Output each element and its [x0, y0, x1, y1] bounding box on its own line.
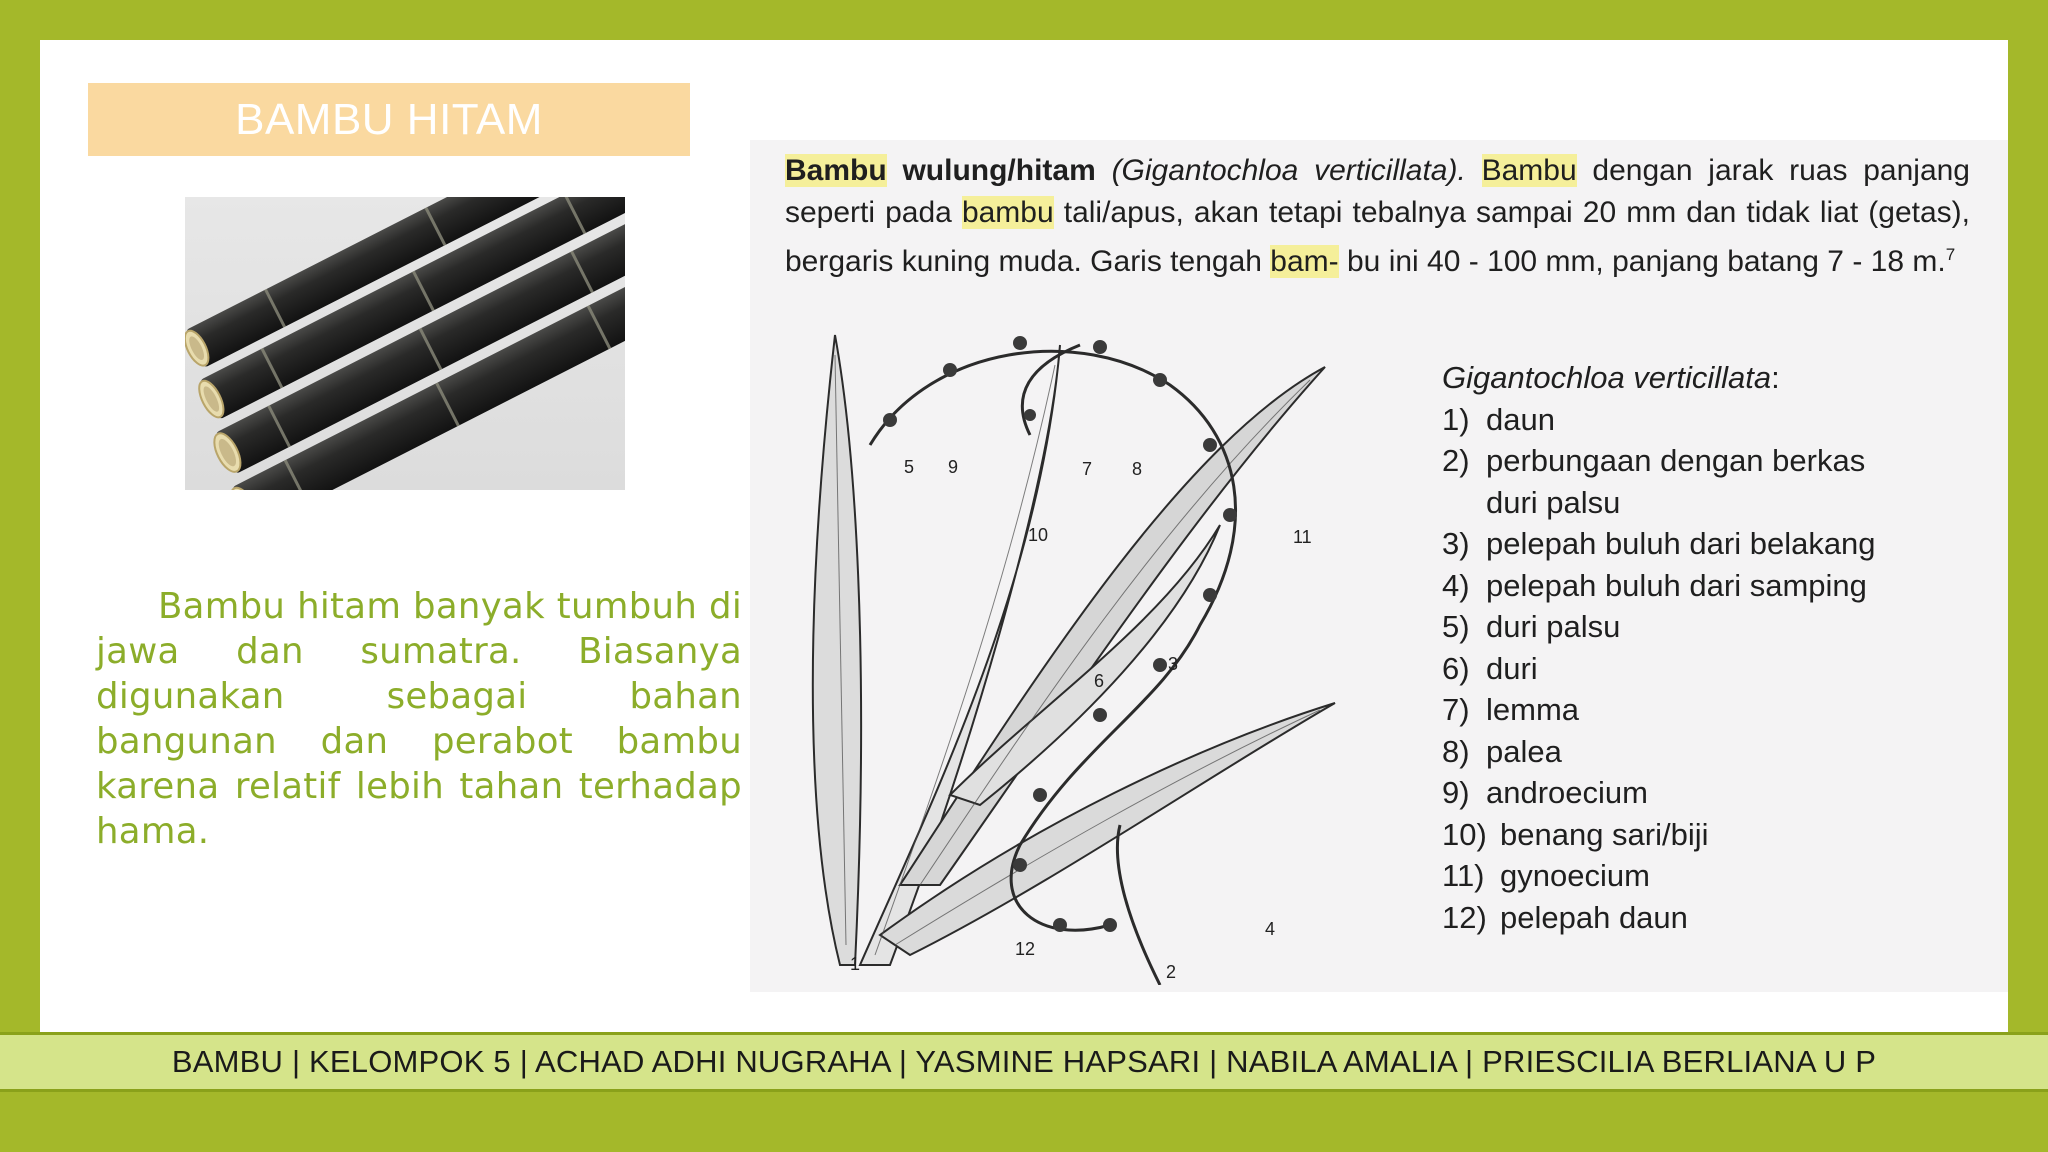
legend-num: 7): [1442, 692, 1470, 727]
illus-label: 12: [1015, 939, 1036, 959]
doc-text: tali/apus, akan tetapi tebalnya sampai 20 mm dan tidak liat (getas), bergaris kuning muda. Garis tengah: [785, 196, 1970, 278]
illus-label: 8: [1132, 459, 1143, 479]
illus-label: 10: [1028, 525, 1049, 545]
legend-text: gynoecium: [1500, 858, 1650, 893]
legend-text: androecium: [1486, 775, 1648, 810]
bamboo-description: Bambu hitam banyak tumbuh di jawa dan sumatra. Biasanya digunakan sebagai bahan bangunan dan perabot bambu karena relatif lebih tahan terhadap hama.: [96, 586, 742, 852]
legend-num: 1): [1442, 401, 1470, 437]
footer-text: BAMBU | KELOMPOK 5 | ACHAD ADHI NUGRAHA | YASMINE HAPSARI | NABILA AMALIA | PRIESCILIA BERLIANA U P: [171, 1044, 1877, 1079]
footer-band: [0, 1032, 2048, 1092]
legend-text: daun: [1486, 401, 1555, 437]
legend-num: 12): [1442, 899, 1487, 935]
highlight-term: bam-: [1270, 245, 1339, 278]
highlight-term: Bambu: [785, 154, 887, 187]
legend-text: duri: [1486, 650, 1538, 686]
slide-title: BAMBU HITAM: [235, 94, 543, 144]
illus-label: 6: [1094, 671, 1105, 691]
illus-label: 4: [1265, 919, 1276, 939]
illus-label: 2: [1166, 962, 1177, 982]
bamboo-stalks-image: [185, 197, 625, 490]
legend-item: [1442, 565, 1962, 607]
legend-item: [1442, 897, 1962, 939]
legend-num: 6): [1442, 650, 1470, 686]
illus-label: 1: [850, 954, 861, 974]
latin-name: (Gigantochloa verticillata).: [1111, 154, 1466, 187]
legend-num: 8): [1442, 733, 1470, 769]
legend-num: [1442, 482, 1486, 524]
legend-text: pelepah buluh dari samping: [1486, 567, 1867, 603]
legend-text: benang sari/biji: [1500, 816, 1709, 852]
footnote-marker: 7: [1945, 245, 1956, 264]
legend-num: 9): [1442, 775, 1470, 810]
legend-text: palea: [1486, 733, 1562, 769]
legend-item: [1442, 523, 1962, 565]
legend-item: [1442, 772, 1962, 814]
legend-num: 5): [1442, 609, 1470, 644]
legend-item: [1442, 606, 1962, 648]
legend-num: 4): [1442, 567, 1470, 603]
legend-text: lemma: [1486, 692, 1580, 727]
legend-text: pelepah daun: [1500, 899, 1688, 935]
botanical-illustration: [780, 325, 1340, 985]
legend-item: [1442, 648, 1962, 690]
illus-label: 3: [1168, 654, 1179, 674]
illus-label: 11: [1293, 527, 1312, 547]
doc-text: dengan jarak ruas panjang seperti pada: [785, 154, 1970, 229]
illus-label: 5: [904, 457, 915, 477]
legend-text: pelepah buluh dari belakang: [1486, 526, 1876, 561]
legend-num: 2): [1442, 443, 1470, 478]
legend-item: [1442, 814, 1962, 856]
title-bar: [88, 83, 690, 156]
legend-item: [1442, 399, 1962, 441]
legend-item: [1442, 689, 1962, 731]
legend-item: [1442, 855, 1962, 897]
legend-title: Gigantochloa verticillata: [1442, 360, 1772, 395]
bamboo-plant-drawing: [780, 325, 1340, 985]
legend-num: 3): [1442, 526, 1470, 561]
illustration-legend: [1442, 357, 1962, 938]
legend-item: [1442, 482, 1962, 524]
highlight-term: bambu: [961, 196, 1054, 229]
legend-num: 11): [1442, 858, 1485, 893]
black-bamboo-photo: [185, 197, 625, 490]
legend-text: perbungaan dengan berkas: [1486, 443, 1866, 478]
document-paragraph: [785, 150, 1970, 283]
legend-item: [1442, 440, 1962, 482]
illus-label: 9: [948, 457, 959, 477]
legend-title-row: [1442, 357, 1962, 399]
doc-text: bu ini 40 - 100 mm, panjang batang 7 - 18 m.: [1346, 245, 1946, 278]
legend-colon: :: [1771, 360, 1780, 395]
doc-bold-text: wulung/hitam: [886, 154, 1096, 187]
illus-label: 7: [1082, 459, 1093, 479]
legend-text: duri palsu: [1486, 609, 1621, 644]
legend-num: 10): [1442, 816, 1487, 852]
legend-text: duri palsu: [1486, 484, 1621, 520]
highlight-term: Bambu: [1481, 154, 1577, 187]
legend-item: [1442, 731, 1962, 773]
